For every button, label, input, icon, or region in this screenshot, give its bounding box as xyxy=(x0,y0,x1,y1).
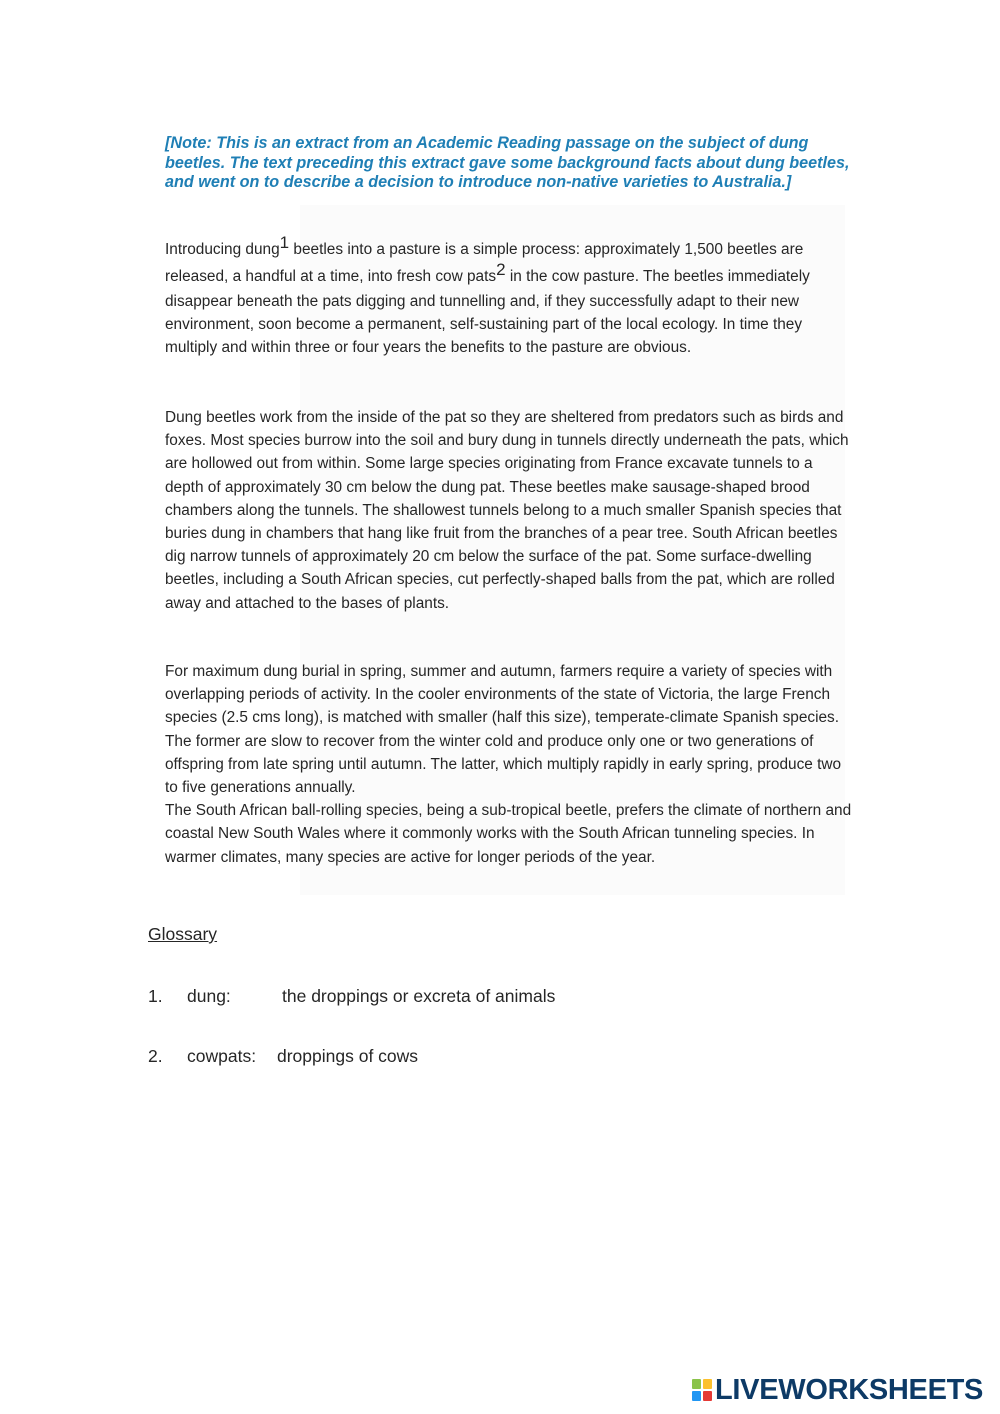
paragraph-2: Dung beetles work from the inside of the pat so they are sheltered from predators such as birds and foxes. Most species burrow into the soil and bury dung in tunnels directly underneath the pats, which are hollowed out from within. Some large species originating from France excavate tunnels to a depth of approximately 30 cm below the dung pat. These beetles make sausage-shaped brood chambers along the tunnels. The shallowest tunnels belong to a much smaller Spanish species that buries dung in chambers that hang like fruit from the branches of a pear tree. South African beetles dig narrow tunnels of approximately 20 cm below the surface of the pat. Some surface-dwelling beetles, including a South African species, cut perfectly-shaped balls from the pat, which are rolled away and attached to the bases of plants. xyxy=(165,409,849,612)
glossary-definition: droppings of cows xyxy=(277,1046,419,1066)
liveworksheets-logo xyxy=(692,1373,984,1406)
glossary-number: 2. xyxy=(148,1046,163,1066)
footnote-2-marker: 2 xyxy=(496,260,506,279)
glossary-item xyxy=(148,1046,418,1067)
paragraph-1-text-a: Introducing dung xyxy=(165,241,280,258)
paragraph-3 xyxy=(165,660,855,869)
glossary-number: 1. xyxy=(148,986,163,1006)
glossary-title: Glossary xyxy=(148,924,218,944)
paragraph-3-part-a: For maximum dung burial in spring, summer and autumn, farmers require a variety of species with overlapping periods of activity. In the cooler environments of the state of Victoria, the large French species (2.5 cms long), is matched with smaller (half this size), temperate-climate Spanish species. The former are slow to recover from the winter cold and produce only one or two generations of offspring from late spring until autumn. The latter, which multiply rapidly in early spring, produce two to five generations annually. xyxy=(165,663,842,797)
glossary-term: dung: xyxy=(187,986,231,1006)
paragraph-1-text-b: beetles into a pasture is a simple process: approximately 1,500 beetles are released, a handful at a time, into fresh cow pats xyxy=(165,241,804,285)
glossary-definition: the droppings or excreta of animals xyxy=(282,986,556,1006)
glossary-item xyxy=(148,986,555,1007)
footnote-1-marker: 1 xyxy=(279,233,290,252)
brand-name: LIVEWORKSHEETS xyxy=(715,1373,984,1406)
paragraph-3-part-b: The South African ball-rolling species, being a sub-tropical beetle, prefers the climate of northern and coastal New South Wales where it commonly works with the South African tunneling species. In warmer climates, many species are active for longer periods of the year. xyxy=(165,802,852,866)
paragraph-1-text-c: in the cow pasture. The beetles immediately disappear beneath the pats digging and tunnelling and, if they successfully adapt to their new environment, soon become a permanent, self-sustaining part of the local ecology. In time they multiply and within three or four years the benefits to the pasture are obvious. xyxy=(165,268,810,357)
glossary-term: cowpats: xyxy=(187,1046,257,1066)
editor-note: [Note: This is an extract from an Academic Reading passage on the subject of dung beetles. The text preceding this extract gave some background facts about dung beetles, and went on to describe a decision to introduce non-native varieties to Australia.] xyxy=(165,134,850,191)
liveworksheets-logo-icon xyxy=(692,1379,712,1401)
paragraph-1 xyxy=(165,233,855,360)
